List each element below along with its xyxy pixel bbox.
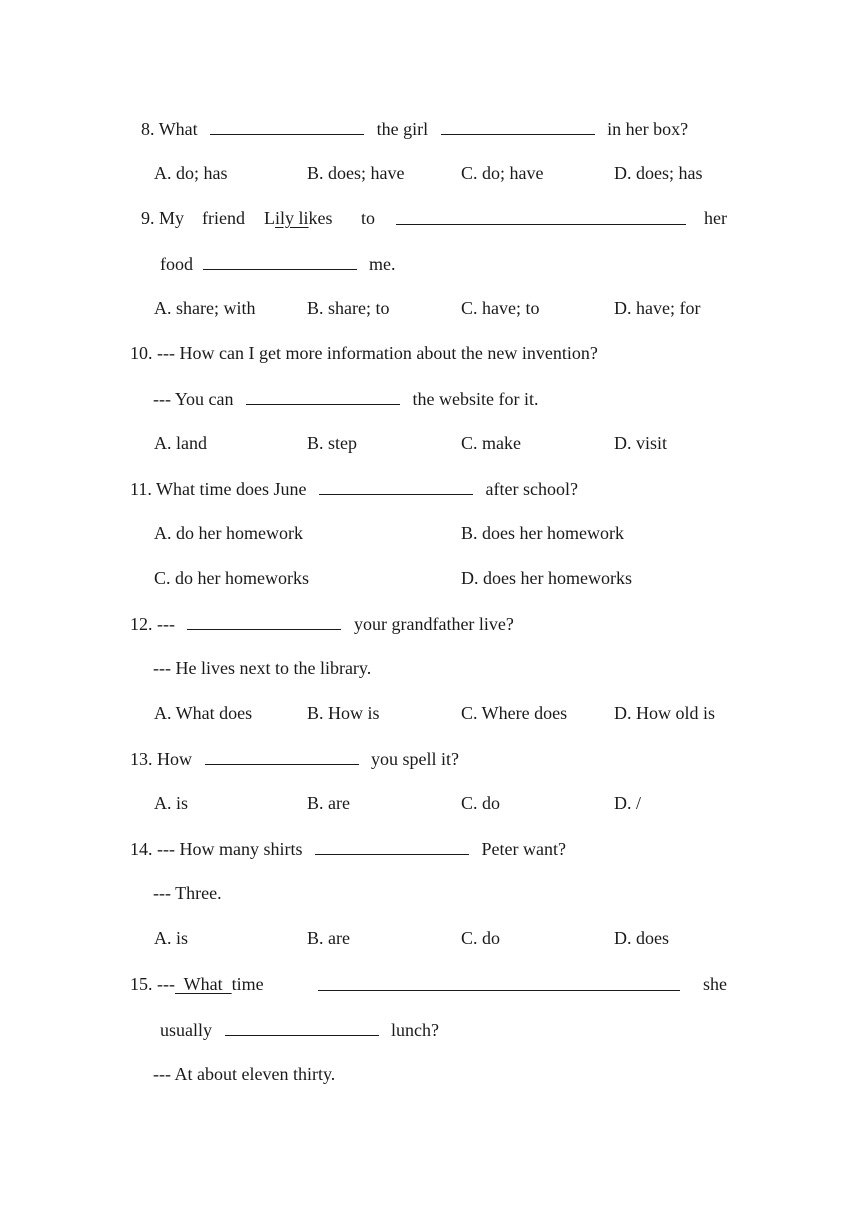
answer-blank[interactable] — [225, 1018, 379, 1036]
option-b[interactable]: B. does; have — [307, 163, 405, 183]
option-d[interactable]: D. does her homeworks — [461, 568, 632, 588]
question-12-stem: 12. --- your grandfather live? — [130, 614, 514, 634]
question-number: 15. — [130, 974, 153, 994]
answer-blank[interactable] — [187, 612, 341, 630]
question-9-blank-1[interactable] — [396, 207, 686, 230]
option-a[interactable]: A. is — [154, 793, 189, 813]
question-number: 11. — [130, 479, 152, 499]
option-a[interactable]: A. do; has — [154, 163, 228, 183]
option-b[interactable]: B. are — [307, 793, 350, 813]
answer-blank[interactable] — [441, 117, 595, 135]
question-9-stem-line-2: food me. — [160, 254, 396, 274]
option-d[interactable]: D. does; has — [614, 163, 703, 183]
answer-blank[interactable] — [396, 207, 686, 225]
option-a[interactable]: A. share; with — [154, 298, 256, 318]
question-15-response: --- At about eleven thirty. — [153, 1064, 336, 1084]
question-14-stem: 14. --- How many shirts Peter want? — [130, 839, 566, 859]
question-number: 13. — [130, 749, 153, 769]
answer-blank[interactable] — [315, 837, 469, 855]
option-d[interactable]: D. How old is — [614, 703, 716, 723]
question-15-stem-line-2: usually lunch? — [160, 1020, 439, 1040]
question-number: 14. — [130, 839, 153, 859]
option-c[interactable]: C. make — [461, 433, 521, 453]
question-15-blank-1[interactable] — [318, 973, 680, 996]
option-c[interactable]: C. have; to — [461, 298, 540, 318]
answer-blank[interactable] — [205, 747, 359, 765]
question-14-response: --- Three. — [153, 883, 222, 903]
answer-blank[interactable] — [318, 973, 680, 991]
question-13-stem: 13. How you spell it? — [130, 749, 459, 769]
question-10-stem: 10. --- How can I get more information about the new invention? — [130, 343, 598, 363]
filled-answer: What — [174, 974, 232, 994]
question-number: 9. — [141, 208, 155, 228]
option-c[interactable]: C. do — [461, 928, 501, 948]
option-c[interactable]: C. do; have — [461, 163, 544, 183]
question-8-stem: 8. What the girl in her box? — [141, 119, 689, 139]
question-9-word: My — [159, 208, 185, 228]
answer-blank[interactable] — [210, 117, 364, 135]
option-c[interactable]: C. do — [461, 793, 501, 813]
option-d[interactable]: D. / — [614, 793, 641, 813]
answer-blank[interactable] — [246, 387, 400, 405]
answer-blank[interactable] — [203, 252, 357, 270]
option-b[interactable]: B. does her homework — [461, 523, 624, 543]
question-9-stem — [141, 207, 155, 229]
question-number: 10. — [130, 343, 153, 363]
option-c[interactable]: C. Where does — [461, 703, 568, 723]
question-11-stem: 11. What time does June after school? — [130, 479, 578, 499]
option-a[interactable]: A. land — [154, 433, 207, 453]
question-9-word-lily-likes: Lily likes — [264, 208, 333, 228]
question-12-response: --- He lives next to the library. — [153, 658, 372, 678]
option-d[interactable]: D. does — [614, 928, 669, 948]
option-b[interactable]: B. step — [307, 433, 358, 453]
option-b[interactable]: B. share; to — [307, 298, 390, 318]
option-c[interactable]: C. do her homeworks — [154, 568, 309, 588]
question-number: 8. — [141, 119, 155, 139]
answer-blank[interactable] — [319, 477, 473, 495]
option-a[interactable]: A. What does — [154, 703, 253, 723]
question-number: 12. — [130, 614, 153, 634]
option-d[interactable]: D. visit — [614, 433, 668, 453]
option-a[interactable]: A. do her homework — [154, 523, 303, 543]
question-15-word: she — [703, 974, 727, 994]
option-b[interactable]: B. How is — [307, 703, 380, 723]
question-9-word: to — [361, 208, 376, 228]
question-9-word: friend — [202, 208, 245, 228]
question-9-word: her — [704, 208, 727, 228]
option-d[interactable]: D. have; for — [614, 298, 701, 318]
question-10-response: --- You can the website for it. — [153, 389, 539, 409]
option-a[interactable]: A. is — [154, 928, 189, 948]
option-b[interactable]: B. are — [307, 928, 350, 948]
question-15-stem: 15. --- What time — [130, 974, 264, 994]
